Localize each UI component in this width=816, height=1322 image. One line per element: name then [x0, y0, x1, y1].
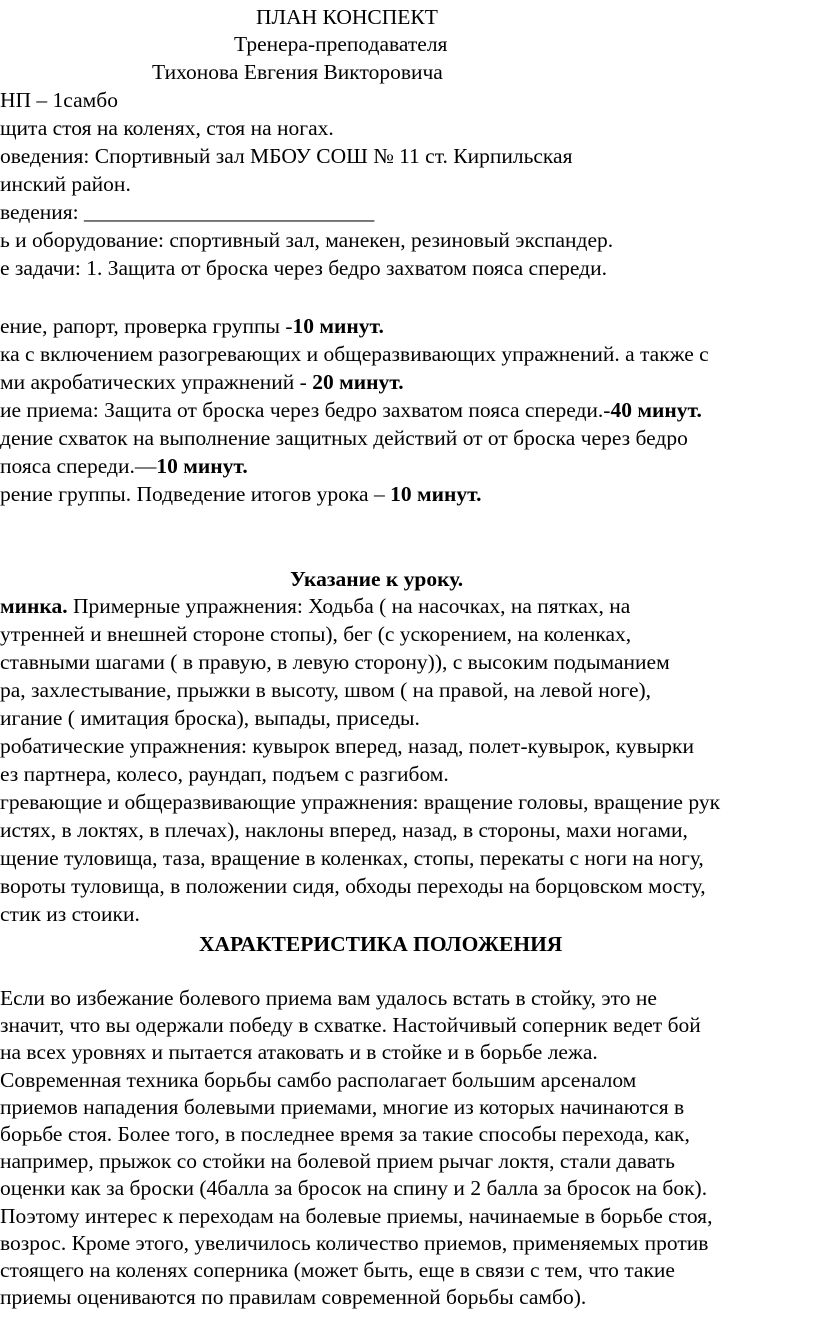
- document-author: Тихонова Евгения Викторовича: [152, 60, 443, 84]
- instruction-line: игание ( имитация броска), выпады, приседы.: [0, 706, 420, 730]
- info-district: инский район.: [0, 172, 131, 196]
- info-equipment: ь и оборудование: спортивный зал, манекен, резиновый экспандер.: [0, 228, 614, 252]
- instruction-line: вороты туловища, в положении сидя, обходы переходы на борцовском мосту,: [0, 874, 706, 898]
- plan-item: пояса спереди.—10 минут.: [0, 454, 248, 478]
- info-date: ведения: ___________________________: [0, 200, 375, 224]
- plan-item: рение группы. Подведение итогов урока – 10 минут.: [0, 482, 482, 506]
- section-line: Современная техника борьбы самбо располагает большим арсеналом: [0, 1067, 637, 1092]
- section-body: [0, 985, 816, 1311]
- plan-item: дение схваток на выполнение защитных действий от от броска через бедро: [0, 426, 688, 450]
- instruction-line: ра, захлестывание, прыжки в высоту, швом ( на правой, на левой ноге),: [0, 678, 652, 702]
- section-line: значит, что вы одержали победу в схватке. Настойчивый соперник ведет бой: [0, 1013, 701, 1038]
- section-line: оценки как за броски (4балла за бросок на спину и 2 балла за бросок на бок).: [0, 1176, 708, 1201]
- instruction-line: робатические упражнения: кувырок вперед, назад, полет-кувырок, кувырки: [0, 734, 694, 758]
- instructions-heading: Указание к уроку.: [290, 567, 464, 591]
- plan-item: ка с включением разогревающих и общеразвивающих упражнений. а также с: [0, 342, 709, 366]
- info-tasks: е задачи: 1. Защита от броска через бедро захватом пояса спереди.: [0, 256, 607, 280]
- plan-item: ение, рапорт, проверка группы -10 минут.: [0, 314, 384, 338]
- section-line: приемов нападения болевыми приемами, многие из которых начинаются в: [0, 1094, 685, 1119]
- section-line: приемы оцениваются по правилам современной борьбы самбо).: [0, 1285, 587, 1310]
- info-group: НП – 1самбо: [0, 88, 118, 112]
- section-line: борьбе стоя. Более того, в последнее время за такие способы перехода, как,: [0, 1121, 690, 1146]
- plan-item: ие приема: Защита от броска через бедро захватом пояса спереди.-40 минут.: [0, 398, 702, 422]
- section-line: например, прыжок со стойки на болевой прием рычаг локтя, стали давать: [0, 1149, 675, 1174]
- instruction-line: истях, в локтях, в плечах), наклоны вперед, назад, в стороны, махи ногами,: [0, 818, 688, 842]
- section-line: стоящего на коленях соперника (может быть, еще в связи с тем, что такие: [0, 1257, 675, 1282]
- instruction-line: гревающие и общеразвивающие упражнения: вращение головы, вращение рук: [0, 790, 721, 814]
- section-line: на всех уровнях и пытается атаковать и в стойке и в борьбе лежа.: [0, 1040, 598, 1065]
- instruction-line: щение туловища, таза, вращение в коленках, стопы, перекаты с ноги на ногу,: [0, 846, 704, 870]
- document-subtitle: Тренера-преподавателя: [234, 32, 448, 56]
- instruction-line: утренней и внешней стороне стопы), бег (с ускорением, на коленках,: [0, 622, 632, 646]
- document-title: ПЛАН КОНСПЕКТ: [256, 5, 438, 29]
- instruction-line: стик из стоики.: [0, 902, 140, 926]
- section-heading: ХАРАКТЕРИСТИКА ПОЛОЖЕНИЯ: [199, 932, 563, 956]
- section-line: Поэтому интерес к переходам на болевые приемы, начинаемые в борьбе стоя,: [0, 1203, 713, 1228]
- info-topic: щита стоя на коленях, стоя на ногах.: [0, 116, 334, 140]
- section-line: Если во избежание болевого приема вам удалось встать в стойку, это не: [0, 986, 657, 1010]
- section-line: возрос. Кроме этого, увеличилось количество приемов, применяемых против: [0, 1230, 709, 1255]
- plan-item: ми акробатических упражнений - 20 минут.: [0, 370, 404, 394]
- instruction-line: минка. Примерные упражнения: Ходьба ( на насочках, на пятках, на: [0, 594, 631, 618]
- info-place: оведения: Спортивный зал МБОУ СОШ № 11 ст. Кирпильская: [0, 144, 573, 168]
- instruction-line: ставными шагами ( в правую, в левую сторону)), с высоким подыманием: [0, 650, 670, 674]
- instruction-line: ез партнера, колесо, раундап, подъем с разгибом.: [0, 762, 449, 786]
